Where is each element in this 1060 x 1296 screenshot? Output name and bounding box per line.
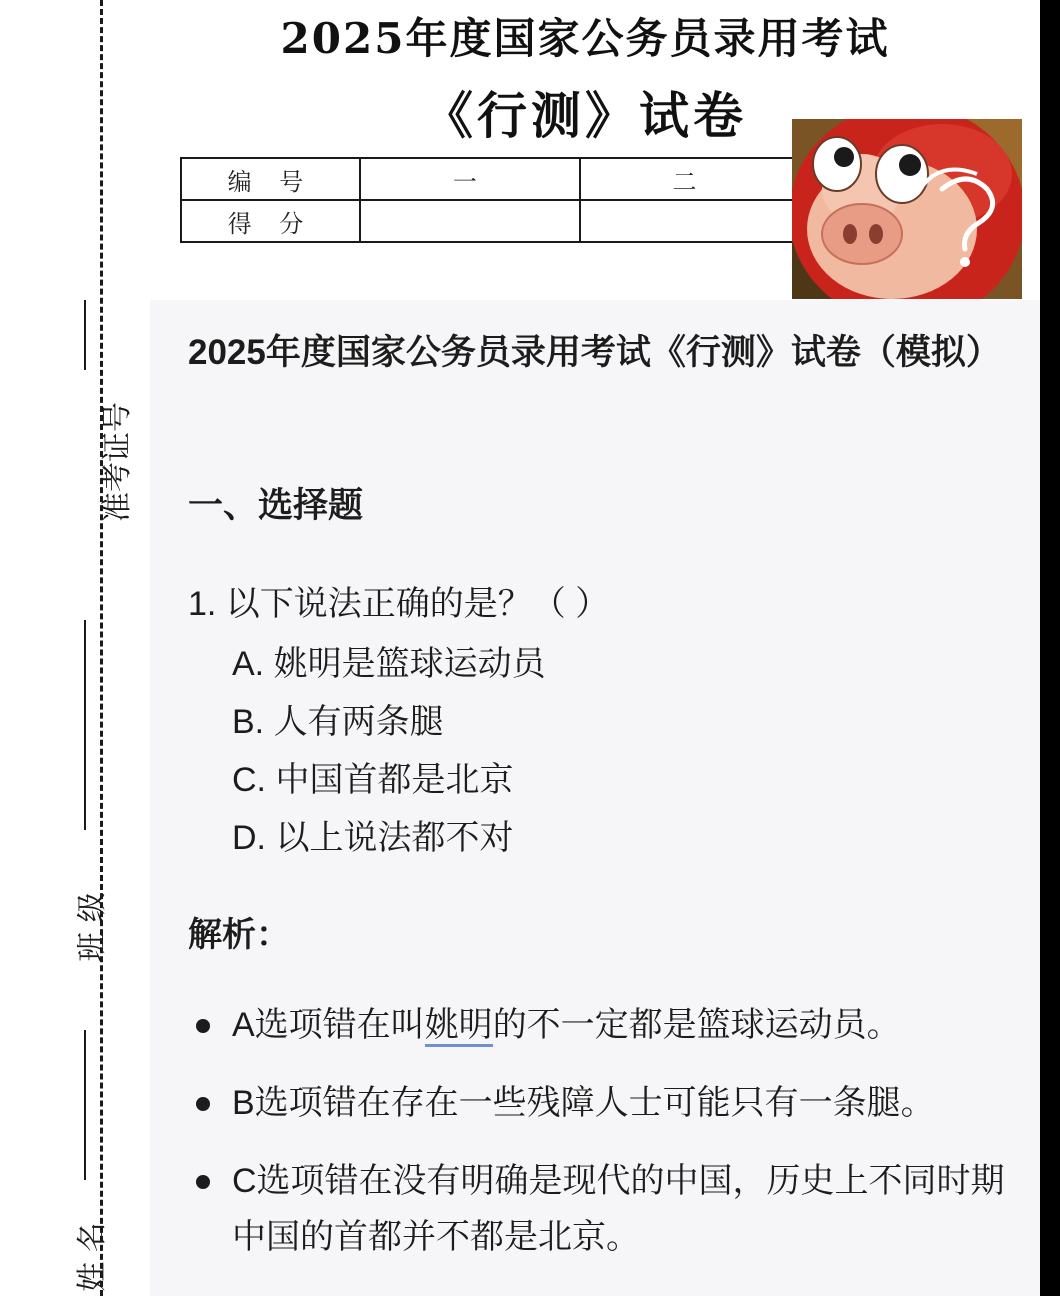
option-d: D. 以上说法都不对	[232, 819, 514, 857]
score-table-column-header: 一	[360, 158, 580, 200]
score-table-column-header: 二	[580, 158, 800, 200]
analysis-item-b	[232, 1075, 1032, 1131]
analysis-item-c	[232, 1153, 1012, 1265]
yao-ming-link[interactable]: 姚明	[425, 1006, 493, 1047]
score-table-cell	[580, 200, 800, 242]
section-heading: 一、选择题	[188, 486, 364, 525]
option-c: C. 中国首都是北京	[232, 761, 514, 799]
margin-underline	[84, 1030, 86, 1180]
analysis-item-a	[232, 997, 1032, 1053]
score-table-row-label: 得 分	[181, 200, 360, 242]
analysis-b-text: B选项错在存在一些残障人士可能只有一条腿。	[232, 1084, 935, 1122]
bullet-icon	[196, 1097, 210, 1111]
bullet-icon	[196, 1175, 210, 1189]
option-a: A. 姚明是篮球运动员	[232, 645, 546, 683]
margin-underline	[84, 300, 86, 370]
analysis-c-text: C选项错在没有明确是现代的中国，历史上不同时期中国的首都并不都是北京。	[232, 1162, 1005, 1256]
bullet-icon	[196, 1019, 210, 1033]
analysis-a-text: A选项错在叫	[232, 1006, 425, 1044]
answer-card	[150, 300, 1040, 1296]
binding-dashed-line	[100, 0, 103, 1296]
analysis-a-text-end: 的不一定都是篮球运动员。	[492, 1006, 901, 1044]
paper-title: 2025年度国家公务员录用考试	[280, 14, 890, 63]
option-b: B. 人有两条腿	[232, 703, 444, 741]
margin-label-class: 班 级	[74, 892, 110, 962]
score-table-cell	[360, 200, 580, 242]
confused-pig-sticker-icon	[792, 119, 1022, 299]
confused-pig-sticker-art	[792, 119, 1022, 299]
margin-label-name: 姓 名	[74, 1222, 110, 1292]
paper-subtitle: 《行测》试卷	[423, 86, 747, 145]
margin-underline	[84, 620, 86, 830]
analysis-heading: 解析：	[188, 916, 290, 954]
question-stem: 1. 以下说法正确的是？（ ）	[188, 585, 610, 623]
score-table-row-label: 编 号	[181, 158, 360, 200]
margin-label-exam-number: 准考证号	[100, 402, 135, 522]
card-title: 2025年度国家公务员录用考试《行测》试卷（模拟）	[188, 333, 1001, 372]
